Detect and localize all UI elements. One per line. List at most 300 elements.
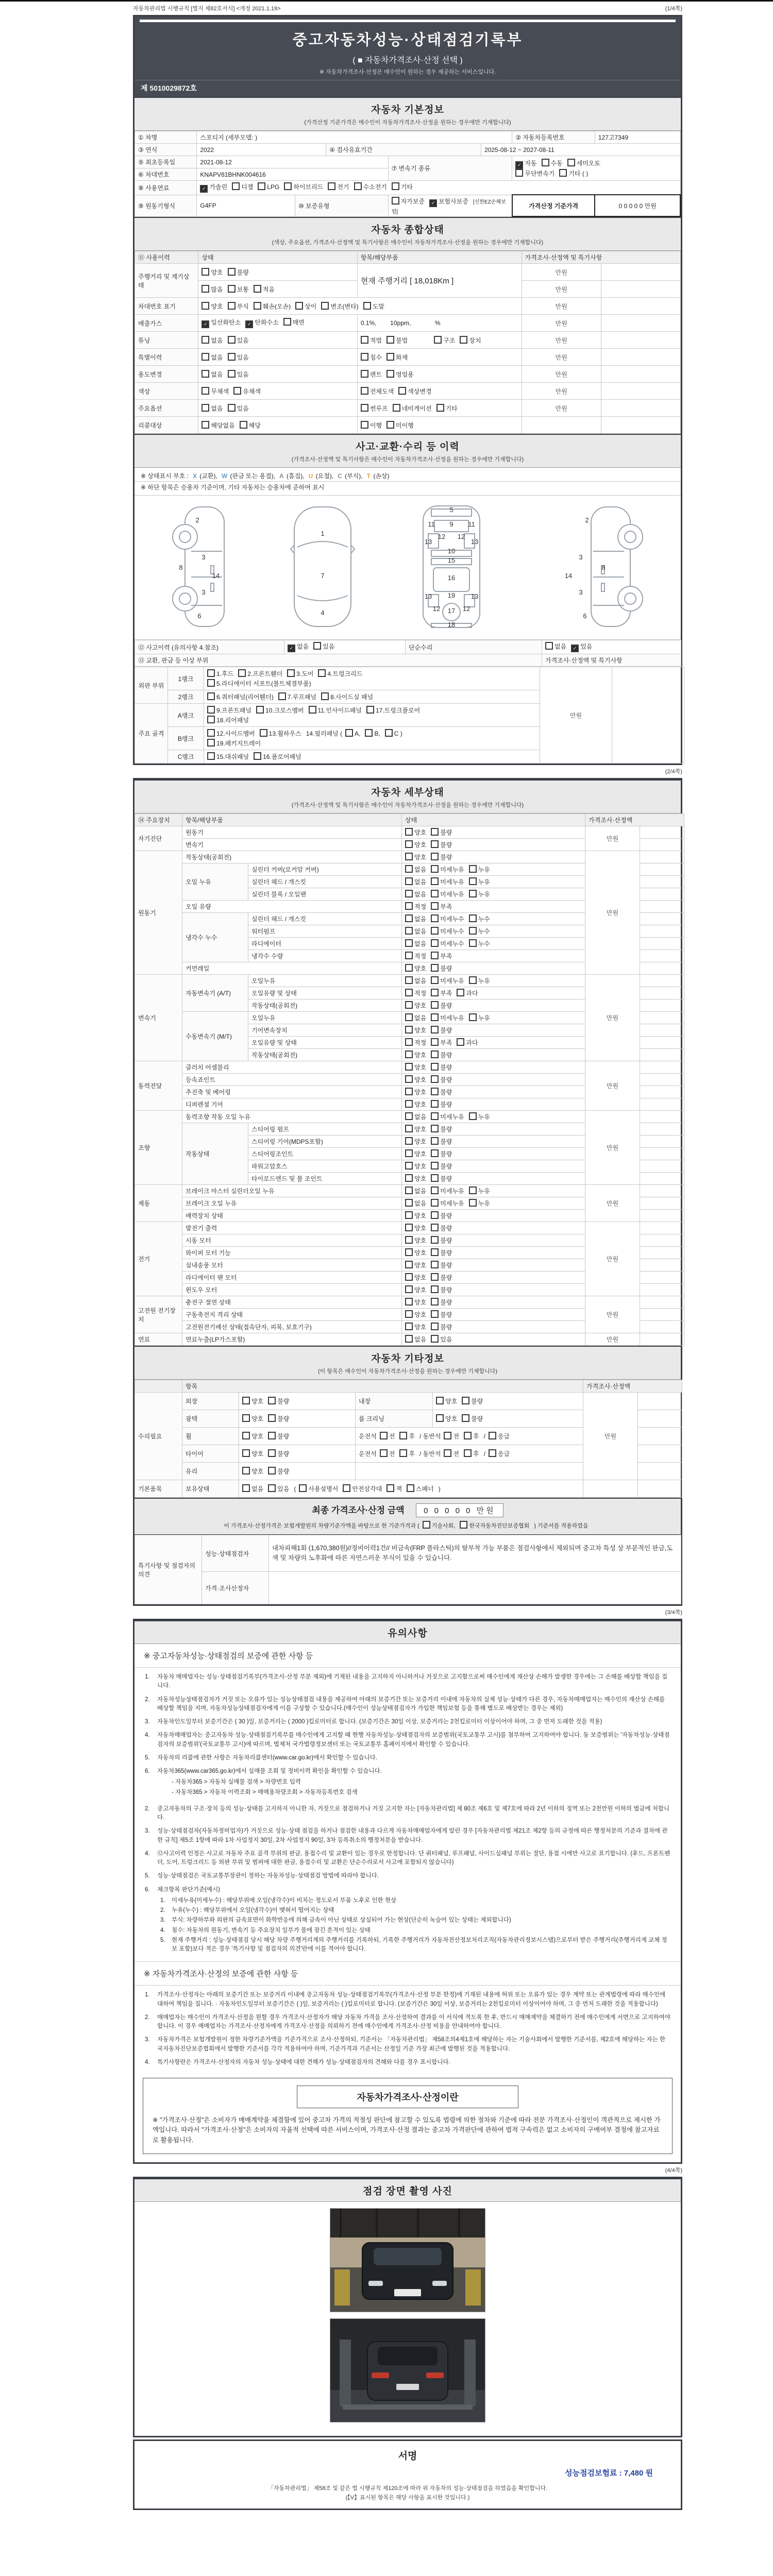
checkbox[interactable] [469, 865, 477, 873]
checkbox[interactable] [207, 679, 215, 687]
checkbox[interactable] [268, 1449, 276, 1457]
checkbox[interactable] [240, 421, 247, 429]
checkbox-label: 없음 [414, 1014, 427, 1022]
checkbox[interactable] [405, 927, 413, 935]
checkbox-text: / [483, 1450, 485, 1458]
state-checks [402, 863, 585, 876]
checkbox[interactable] [405, 1063, 413, 1071]
checkbox[interactable] [228, 302, 236, 310]
checkbox[interactable] [405, 1125, 413, 1132]
checkbox-option [431, 840, 452, 849]
checkbox[interactable] [567, 159, 575, 166]
checkbox[interactable] [431, 1075, 439, 1083]
checkbox[interactable] [431, 1224, 439, 1231]
checkbox[interactable] [431, 890, 439, 897]
checkbox[interactable] [207, 669, 215, 677]
item-label: 실린더 블록 / 오일팬 [248, 888, 402, 901]
checkbox-label: 불량 [440, 1311, 452, 1318]
checkbox[interactable] [386, 353, 394, 361]
checkbox[interactable] [444, 1432, 451, 1439]
checkbox[interactable] [361, 421, 368, 429]
checkbox[interactable] [431, 1261, 439, 1268]
checkbox[interactable] [405, 1187, 413, 1194]
item-label: 충전구 절연 상태 [182, 1296, 402, 1309]
diagram-part-number: 13 [470, 592, 479, 600]
checkbox-label: 응급 [497, 1450, 510, 1458]
checkbox-label: 양호 [414, 1064, 427, 1071]
checkbox-label: 많음 [211, 285, 223, 293]
checkbox[interactable] [431, 1001, 439, 1009]
checkbox[interactable] [489, 1432, 496, 1439]
checkbox-label: 후 [409, 1450, 415, 1458]
checkbox[interactable] [201, 370, 209, 378]
device-group-label: 제동 [135, 1185, 182, 1222]
checkbox[interactable] [405, 1050, 413, 1058]
checkbox[interactable] [431, 902, 439, 910]
checkbox-option [431, 952, 452, 960]
checkbox[interactable] [464, 1449, 472, 1457]
checkbox-option [345, 729, 360, 737]
checkbox[interactable] [343, 1484, 350, 1492]
checkbox[interactable] [361, 336, 368, 344]
vin-label: ⑥ 차대번호 [135, 168, 197, 181]
checkbox[interactable] [469, 1187, 477, 1194]
checkbox[interactable] [386, 370, 394, 378]
checkbox-option [405, 1323, 426, 1331]
checkbox[interactable] [399, 1449, 407, 1457]
checkbox[interactable] [431, 853, 439, 860]
row-label: 주요옵션 [135, 400, 198, 417]
checkbox[interactable] [405, 1112, 413, 1120]
checkbox[interactable] [423, 1521, 430, 1529]
checkbox[interactable] [201, 404, 209, 412]
sub-group-label: 오일 누유 [182, 863, 248, 901]
checkbox[interactable] [268, 1397, 276, 1404]
checkbox[interactable] [515, 169, 523, 177]
checkbox-text: 14.필러패널 ( [306, 730, 343, 737]
checkbox[interactable] [228, 285, 236, 293]
checkbox[interactable] [405, 877, 413, 885]
checkbox-label: 불량 [440, 829, 452, 836]
checkbox-label: 불량 [440, 1064, 452, 1071]
checkbox-option [313, 642, 334, 651]
checkbox[interactable] [405, 1038, 413, 1046]
item-label: 배력장치 상태 [182, 1210, 402, 1222]
checkbox-label: 불량 [440, 854, 452, 861]
checkbox[interactable] [201, 285, 209, 293]
checkbox[interactable] [405, 1211, 413, 1219]
checkbox[interactable] [242, 1414, 250, 1422]
checkbox[interactable] [405, 1162, 413, 1170]
checkbox[interactable] [238, 669, 246, 677]
checkbox[interactable]: ✓ [245, 320, 253, 328]
notice-subitem: 3. 부식: 차량하부와 외판의 금속표면이 화학반응에 의해 금속이 아닌 상태로 상실되어 가는 현상(단순히 녹슬어 있는 상태는 제외합니다) [160, 1917, 511, 1924]
checkbox[interactable] [431, 1335, 439, 1343]
checkbox[interactable] [431, 828, 439, 836]
checkbox[interactable] [431, 1063, 439, 1071]
checkbox[interactable] [405, 890, 413, 897]
checkbox[interactable] [464, 1432, 472, 1439]
checkbox[interactable]: ✓ [201, 320, 209, 328]
checkbox[interactable] [405, 1236, 413, 1244]
checkbox[interactable] [462, 1397, 469, 1404]
checkbox[interactable] [328, 182, 335, 190]
checkbox-label: 사용설명서 [308, 1485, 339, 1493]
checkbox-option [268, 1449, 289, 1458]
checkbox[interactable] [242, 1449, 250, 1457]
checkbox[interactable] [268, 1484, 276, 1492]
checkbox[interactable] [431, 1298, 439, 1306]
checkbox-label: 불량 [277, 1398, 290, 1405]
checkbox[interactable] [469, 877, 477, 885]
checkbox[interactable] [392, 182, 399, 190]
checkbox[interactable] [313, 642, 321, 650]
checkbox[interactable] [242, 1467, 250, 1475]
checkbox[interactable] [405, 840, 413, 848]
checkbox[interactable] [431, 1174, 439, 1182]
opinion-table [135, 1535, 681, 1604]
checkbox-label: 없음 [297, 643, 309, 650]
checkbox[interactable] [444, 1449, 451, 1457]
checkbox[interactable] [431, 865, 439, 873]
checkbox[interactable] [233, 387, 241, 395]
checkbox[interactable] [405, 939, 413, 947]
checkbox[interactable] [201, 336, 209, 344]
checkbox[interactable] [489, 1449, 496, 1457]
diagram-part-number: 10 [447, 547, 456, 555]
checkbox[interactable] [542, 159, 549, 166]
checkbox[interactable] [405, 902, 413, 910]
checkbox-label: 9.프론트패널 [216, 707, 251, 714]
checkbox[interactable] [431, 840, 439, 848]
checkbox[interactable] [268, 1467, 276, 1475]
state-checks [198, 349, 357, 366]
checkbox[interactable] [365, 729, 373, 737]
checkbox[interactable] [469, 1013, 477, 1021]
checkbox[interactable] [405, 1001, 413, 1009]
checkbox[interactable] [380, 1449, 388, 1457]
note-cell [640, 1247, 684, 1259]
checkbox[interactable] [268, 1432, 276, 1439]
checkbox[interactable] [299, 1484, 307, 1492]
checkbox[interactable] [462, 1414, 469, 1422]
checkbox[interactable] [431, 1211, 439, 1219]
checkbox[interactable] [295, 302, 303, 310]
checkbox[interactable] [431, 1038, 439, 1046]
checkbox[interactable] [405, 1310, 413, 1318]
checkbox-option [254, 302, 291, 311]
checkbox[interactable] [431, 939, 439, 947]
checkbox[interactable] [398, 387, 406, 395]
checkbox[interactable] [207, 739, 215, 747]
checkbox[interactable] [431, 964, 439, 972]
checkbox-label: 불량 [440, 1163, 452, 1170]
checkbox[interactable] [242, 1484, 250, 1492]
checkbox[interactable] [431, 976, 439, 984]
checkbox-label: 누유 [478, 878, 490, 886]
checkbox[interactable] [431, 927, 439, 935]
checkbox[interactable] [405, 1273, 413, 1281]
checkbox[interactable] [228, 404, 236, 412]
diagram-part-number: 13 [470, 538, 479, 546]
checkbox[interactable] [366, 706, 374, 714]
table-row [135, 975, 684, 987]
checkbox[interactable] [399, 1432, 407, 1439]
checkbox[interactable] [431, 914, 439, 922]
checkbox[interactable] [207, 692, 215, 700]
checkbox[interactable] [268, 1414, 276, 1422]
checkbox-option [431, 865, 464, 874]
checkbox[interactable] [363, 302, 371, 310]
checkbox[interactable] [405, 1088, 413, 1095]
checkbox-option [288, 642, 309, 652]
checkbox[interactable] [254, 752, 261, 760]
column-header: ⑪ 사용이력 [135, 251, 198, 264]
checkbox[interactable] [469, 976, 477, 984]
checkbox[interactable]: ✓ [515, 161, 523, 169]
checkbox[interactable] [385, 729, 393, 737]
checkbox[interactable] [201, 268, 209, 276]
checkbox-label: 불량 [440, 1101, 452, 1108]
checkbox[interactable] [228, 336, 236, 344]
checkbox[interactable] [431, 952, 439, 959]
checkbox-option [201, 387, 229, 396]
checkbox-option [361, 421, 382, 430]
note-cell [640, 1173, 684, 1185]
checkbox-option [431, 853, 452, 861]
checkbox[interactable] [431, 877, 439, 885]
checkbox-option [268, 1432, 289, 1440]
checkbox[interactable] [431, 1149, 439, 1157]
checkbox[interactable] [392, 197, 399, 205]
checkbox[interactable] [460, 1521, 467, 1529]
checkbox[interactable] [361, 404, 368, 412]
checkbox[interactable] [469, 1112, 477, 1120]
checkbox[interactable] [405, 1298, 413, 1306]
checkbox-label: 훼손(오손) [262, 302, 291, 310]
checkbox[interactable] [228, 370, 236, 378]
checkbox[interactable] [431, 1162, 439, 1170]
checkbox[interactable] [405, 964, 413, 972]
checkbox[interactable] [361, 353, 368, 361]
checkbox[interactable] [469, 890, 477, 897]
checkbox[interactable] [405, 1323, 413, 1330]
checkbox-label: 해당 [248, 421, 261, 429]
checkbox[interactable] [431, 1273, 439, 1281]
checkbox[interactable] [201, 387, 209, 395]
diagram-part-number: 3 [201, 553, 206, 561]
first-reg-value: 2021-08-12 [197, 156, 388, 168]
checkbox-label: 전 [453, 1433, 460, 1440]
checkbox[interactable] [405, 1149, 413, 1157]
checkbox[interactable] [287, 669, 295, 677]
checkbox-option [284, 182, 323, 191]
checkbox[interactable] [460, 336, 467, 344]
checkbox[interactable] [405, 989, 413, 996]
checkbox[interactable] [405, 865, 413, 873]
checkbox[interactable] [309, 706, 316, 714]
checkbox[interactable] [354, 182, 362, 190]
checkbox[interactable] [258, 182, 265, 190]
reg-no-value: 127고7349 [595, 131, 680, 144]
checkbox[interactable] [393, 404, 400, 412]
diagram-part-number: 6 [197, 612, 201, 620]
checkbox[interactable] [405, 1224, 413, 1231]
checkbox[interactable] [405, 853, 413, 860]
checkbox[interactable] [405, 1174, 413, 1182]
checkbox[interactable] [405, 1248, 413, 1256]
checkbox[interactable] [283, 318, 291, 326]
checkbox[interactable] [228, 268, 236, 276]
checkbox[interactable] [431, 1088, 439, 1095]
checkbox-label: 불법 [396, 336, 408, 344]
checkbox[interactable] [345, 729, 353, 737]
item-label: 오일유량 및 상태 [248, 1037, 402, 1049]
checkbox[interactable] [242, 1432, 250, 1439]
checkbox[interactable] [405, 1261, 413, 1268]
checkbox[interactable] [431, 1248, 439, 1256]
checkbox[interactable] [431, 1199, 439, 1207]
checkbox[interactable] [431, 1112, 439, 1120]
checkbox[interactable] [407, 1484, 414, 1492]
checkbox[interactable]: ✓ [571, 645, 579, 652]
checkbox[interactable] [321, 692, 329, 700]
checkbox-label: 미세누유 [440, 1188, 464, 1195]
checkbox[interactable] [254, 285, 261, 293]
checkbox[interactable] [436, 404, 444, 412]
rank-parts-table [135, 667, 684, 764]
checkbox[interactable] [405, 914, 413, 922]
checkbox[interactable] [207, 729, 215, 737]
checkbox[interactable] [436, 1414, 444, 1422]
note-cell [601, 264, 680, 281]
checkbox-label: 한국자동차진단보증협회 [469, 1523, 530, 1529]
checkbox[interactable] [405, 976, 413, 984]
checkbox[interactable] [256, 706, 264, 714]
state-checks [402, 1247, 585, 1259]
checkbox[interactable] [254, 302, 261, 310]
checkbox-option [469, 865, 490, 874]
checkbox[interactable] [431, 1100, 439, 1108]
checkbox[interactable] [405, 952, 413, 959]
state-checks [402, 975, 585, 987]
checkbox[interactable] [386, 336, 394, 344]
checkbox[interactable] [321, 302, 329, 310]
checkbox[interactable] [431, 1187, 439, 1194]
checkbox-option [242, 1432, 263, 1440]
checkbox[interactable] [431, 1236, 439, 1244]
checkbox-option [405, 1149, 426, 1158]
checkbox[interactable] [201, 302, 209, 310]
checkbox[interactable] [386, 421, 394, 429]
checkbox[interactable] [260, 729, 267, 737]
checkbox[interactable] [431, 1137, 439, 1145]
checkbox-option [405, 1174, 426, 1183]
checkbox[interactable] [405, 828, 413, 836]
checkbox[interactable] [469, 927, 477, 935]
legend-note: ※ 하단 항목은 승용차 기준이며, 기타 자동차는 승용차에 준하여 표시 [135, 482, 681, 496]
checkbox[interactable]: ✓ [429, 199, 437, 207]
checkbox[interactable] [431, 1310, 439, 1318]
checkbox[interactable] [386, 1484, 394, 1492]
checkbox[interactable] [201, 421, 209, 429]
checkbox[interactable] [361, 387, 368, 395]
checkbox[interactable] [431, 1285, 439, 1293]
checkbox[interactable] [405, 1026, 413, 1033]
checkbox[interactable] [431, 1050, 439, 1058]
checkbox[interactable] [228, 353, 236, 361]
checkbox[interactable] [361, 370, 368, 378]
checkbox[interactable] [405, 1100, 413, 1108]
checkbox[interactable] [431, 989, 439, 996]
checkbox[interactable] [559, 169, 567, 177]
checkbox[interactable] [431, 1125, 439, 1132]
checkbox[interactable] [405, 1013, 413, 1021]
checkbox[interactable] [457, 1038, 464, 1046]
checkbox[interactable] [278, 692, 286, 700]
state-checks [402, 1284, 585, 1296]
checkbox-label: 전 [389, 1433, 395, 1440]
checkbox[interactable]: ✓ [288, 645, 295, 652]
service-note: ※ 자동차가격조사·산정은 매수인이 원하는 경우 제공하는 서비스입니다. [319, 69, 496, 75]
checkbox[interactable] [431, 1013, 439, 1021]
checkbox[interactable] [284, 182, 292, 190]
checkbox[interactable] [405, 1075, 413, 1083]
checkbox-option [256, 706, 304, 715]
checkbox[interactable] [431, 1323, 439, 1330]
checkbox[interactable] [469, 1199, 477, 1207]
checkbox-option [405, 1273, 426, 1282]
checkbox[interactable] [545, 642, 553, 650]
header-row [135, 251, 681, 264]
checkbox[interactable] [207, 752, 215, 760]
checkbox[interactable] [405, 1285, 413, 1293]
checkbox-option [405, 1100, 426, 1109]
item-label: 타이로드엔드 및 볼 조인트 [248, 1173, 402, 1185]
checkbox-label: 양호 [251, 1468, 264, 1475]
checkbox[interactable] [207, 716, 215, 723]
exchange-label: ⑬ 교환, 판금 등 이상 부위 [135, 654, 542, 667]
item-checks [357, 366, 522, 383]
checkbox[interactable] [318, 669, 326, 677]
checkbox[interactable] [405, 1199, 413, 1207]
checkbox-label: 미이행 [396, 421, 414, 429]
checkbox[interactable] [469, 914, 477, 922]
checkbox[interactable] [232, 182, 240, 190]
state-checks [402, 1321, 585, 1333]
checkbox[interactable] [405, 1137, 413, 1145]
checkbox[interactable] [380, 1432, 388, 1439]
checkbox-option [431, 1075, 452, 1084]
checkbox[interactable]: ✓ [200, 185, 208, 193]
checkbox[interactable] [434, 336, 442, 344]
checkbox[interactable] [436, 1397, 444, 1404]
checkbox[interactable] [431, 1026, 439, 1033]
checkbox[interactable] [457, 989, 464, 996]
checkbox-label: 양호 [251, 1433, 264, 1440]
checkbox[interactable] [469, 939, 477, 947]
checkbox[interactable] [242, 1397, 250, 1404]
state-checks [198, 332, 357, 349]
checkbox[interactable] [201, 353, 209, 361]
checkbox[interactable] [207, 706, 215, 714]
sub-group-label: 수동변속기 (M/T) [182, 1012, 248, 1061]
checkbox-label: 있음 [237, 404, 249, 412]
checkbox[interactable] [405, 1335, 413, 1343]
checkbox-text: / 동반석 [419, 1450, 441, 1458]
item-label: 룸 크리닝 [356, 1410, 433, 1428]
accident-history-label: ⑫ 사고이력 (유의사항 4.참조) [135, 640, 284, 654]
